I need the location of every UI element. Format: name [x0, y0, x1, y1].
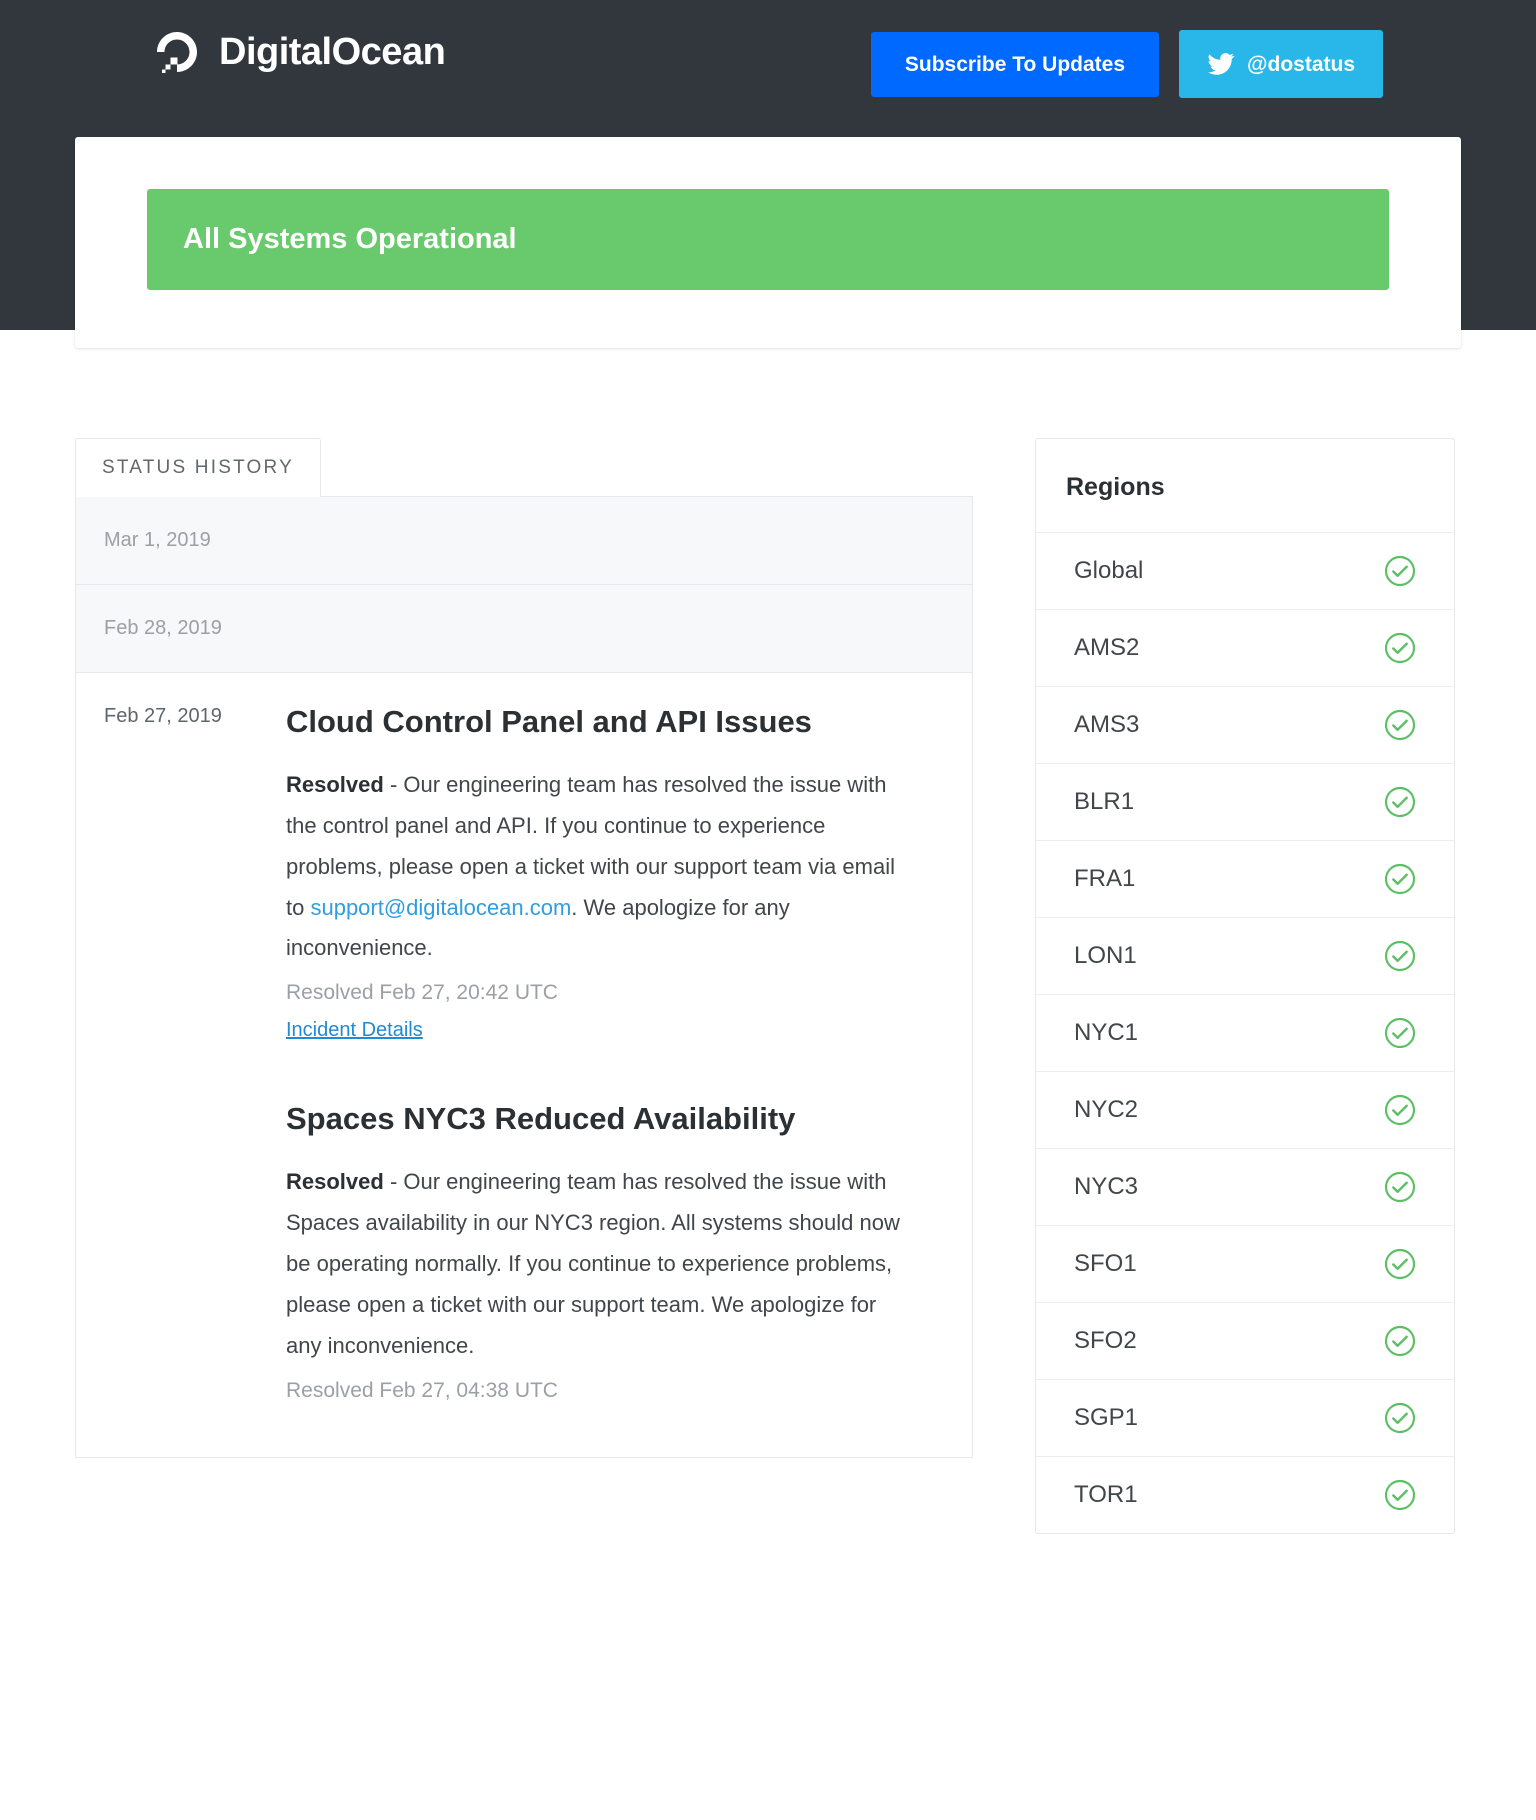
history-day-date: Feb 28, 2019 [104, 617, 222, 639]
region-row-global[interactable] [1036, 532, 1454, 609]
region-name: NYC3 [1074, 1173, 1139, 1200]
twitter-bird-icon [1207, 50, 1235, 78]
header-actions [871, 30, 1383, 98]
history-tabs [75, 438, 973, 497]
check-circle-icon [1384, 1017, 1416, 1049]
region-row-tor1[interactable] [1036, 1456, 1454, 1533]
check-circle-icon [1384, 555, 1416, 587]
region-row-fra1[interactable] [1036, 840, 1454, 917]
history-day-date: Mar 1, 2019 [104, 529, 211, 551]
region-row-sgp1[interactable] [1036, 1379, 1454, 1456]
region-row-nyc1[interactable] [1036, 994, 1454, 1071]
status-history-column [75, 438, 973, 1458]
incident-details-link[interactable]: Incident Details [286, 1019, 423, 1042]
history-day-row [75, 673, 973, 1458]
brand-name: DigitalOcean [219, 31, 446, 73]
check-circle-icon [1384, 632, 1416, 664]
incident-title: Spaces NYC3 Reduced Availability [286, 1101, 796, 1137]
support-email-link[interactable]: support@digitalocean.com [310, 894, 572, 920]
brand[interactable] [153, 28, 445, 76]
region-name: SFO2 [1074, 1327, 1137, 1354]
incident-item [286, 701, 902, 1042]
region-name: SGP1 [1074, 1404, 1139, 1431]
page-header [0, 0, 1536, 330]
check-circle-icon [1384, 786, 1416, 818]
regions-column [1035, 438, 1455, 1534]
region-name: FRA1 [1074, 865, 1136, 892]
status-banner: All Systems Operational [147, 189, 1389, 290]
history-list [75, 496, 973, 1458]
check-circle-icon [1384, 1171, 1416, 1203]
tab-status-history[interactable]: STATUS HISTORY [75, 438, 321, 497]
check-circle-icon [1384, 709, 1416, 741]
history-day-body [286, 497, 972, 584]
check-circle-icon [1384, 1402, 1416, 1434]
twitter-button[interactable] [1179, 30, 1383, 98]
history-day-row [75, 497, 973, 585]
history-day-date: Feb 27, 2019 [104, 705, 222, 727]
region-name: Global [1074, 557, 1144, 584]
incident-status-label: Resolved [286, 771, 384, 797]
region-row-ams2[interactable] [1036, 609, 1454, 686]
check-circle-icon [1384, 940, 1416, 972]
region-name: AMS2 [1074, 634, 1140, 661]
incident-item [286, 1098, 902, 1402]
region-row-ams3[interactable] [1036, 686, 1454, 763]
incident-body [286, 1162, 902, 1367]
incident-body [286, 765, 902, 970]
check-circle-icon [1384, 1325, 1416, 1357]
overall-status-card [75, 137, 1461, 348]
history-day-row [75, 585, 973, 673]
history-day-body [286, 585, 972, 672]
main-content [75, 330, 1461, 1534]
check-circle-icon [1384, 1094, 1416, 1126]
region-row-nyc2[interactable] [1036, 1071, 1454, 1148]
incident-timestamp: Resolved Feb 27, 04:38 UTC [286, 1378, 558, 1402]
incident-body-text-tail: . We apologize for any inconvenience. [286, 894, 790, 961]
incident-body-text: - Our engineering team has resolved the issue with Spaces availability in our NYC3 region. All systems should now be operating normally. If you continue to experience problems, please open a ticket with our support team. We apologize for any inconvenience. [286, 1169, 900, 1358]
regions-panel [1035, 438, 1455, 1534]
region-name: SFO1 [1074, 1250, 1137, 1277]
region-row-lon1[interactable] [1036, 917, 1454, 994]
region-name: TOR1 [1074, 1481, 1138, 1508]
region-name: AMS3 [1074, 711, 1140, 738]
check-circle-icon [1384, 863, 1416, 895]
check-circle-icon [1384, 1248, 1416, 1280]
subscribe-button[interactable]: Subscribe To Updates [871, 32, 1159, 97]
digitalocean-logo-icon [153, 28, 201, 76]
incident-status-label: Resolved [286, 1169, 384, 1195]
incident-timestamp: Resolved Feb 27, 20:42 UTC [286, 981, 558, 1005]
region-name: BLR1 [1074, 788, 1135, 815]
check-circle-icon [1384, 1479, 1416, 1511]
region-name: NYC2 [1074, 1096, 1139, 1123]
header-inner [78, 0, 1458, 98]
region-name: NYC1 [1074, 1019, 1139, 1046]
history-day-body [286, 673, 972, 1457]
region-name: LON1 [1074, 942, 1137, 969]
incident-body-text: - Our engineering team has resolved the issue with the control panel and API. If you continue to experience problems, please open a ticket with our support team via email to [286, 771, 895, 920]
incident-title: Cloud Control Panel and API Issues [286, 704, 812, 739]
region-row-sfo2[interactable] [1036, 1302, 1454, 1379]
regions-title: Regions [1066, 473, 1165, 501]
region-row-sfo1[interactable] [1036, 1225, 1454, 1302]
region-row-blr1[interactable] [1036, 763, 1454, 840]
region-row-nyc3[interactable] [1036, 1148, 1454, 1225]
twitter-handle-label: @dostatus [1247, 52, 1355, 76]
